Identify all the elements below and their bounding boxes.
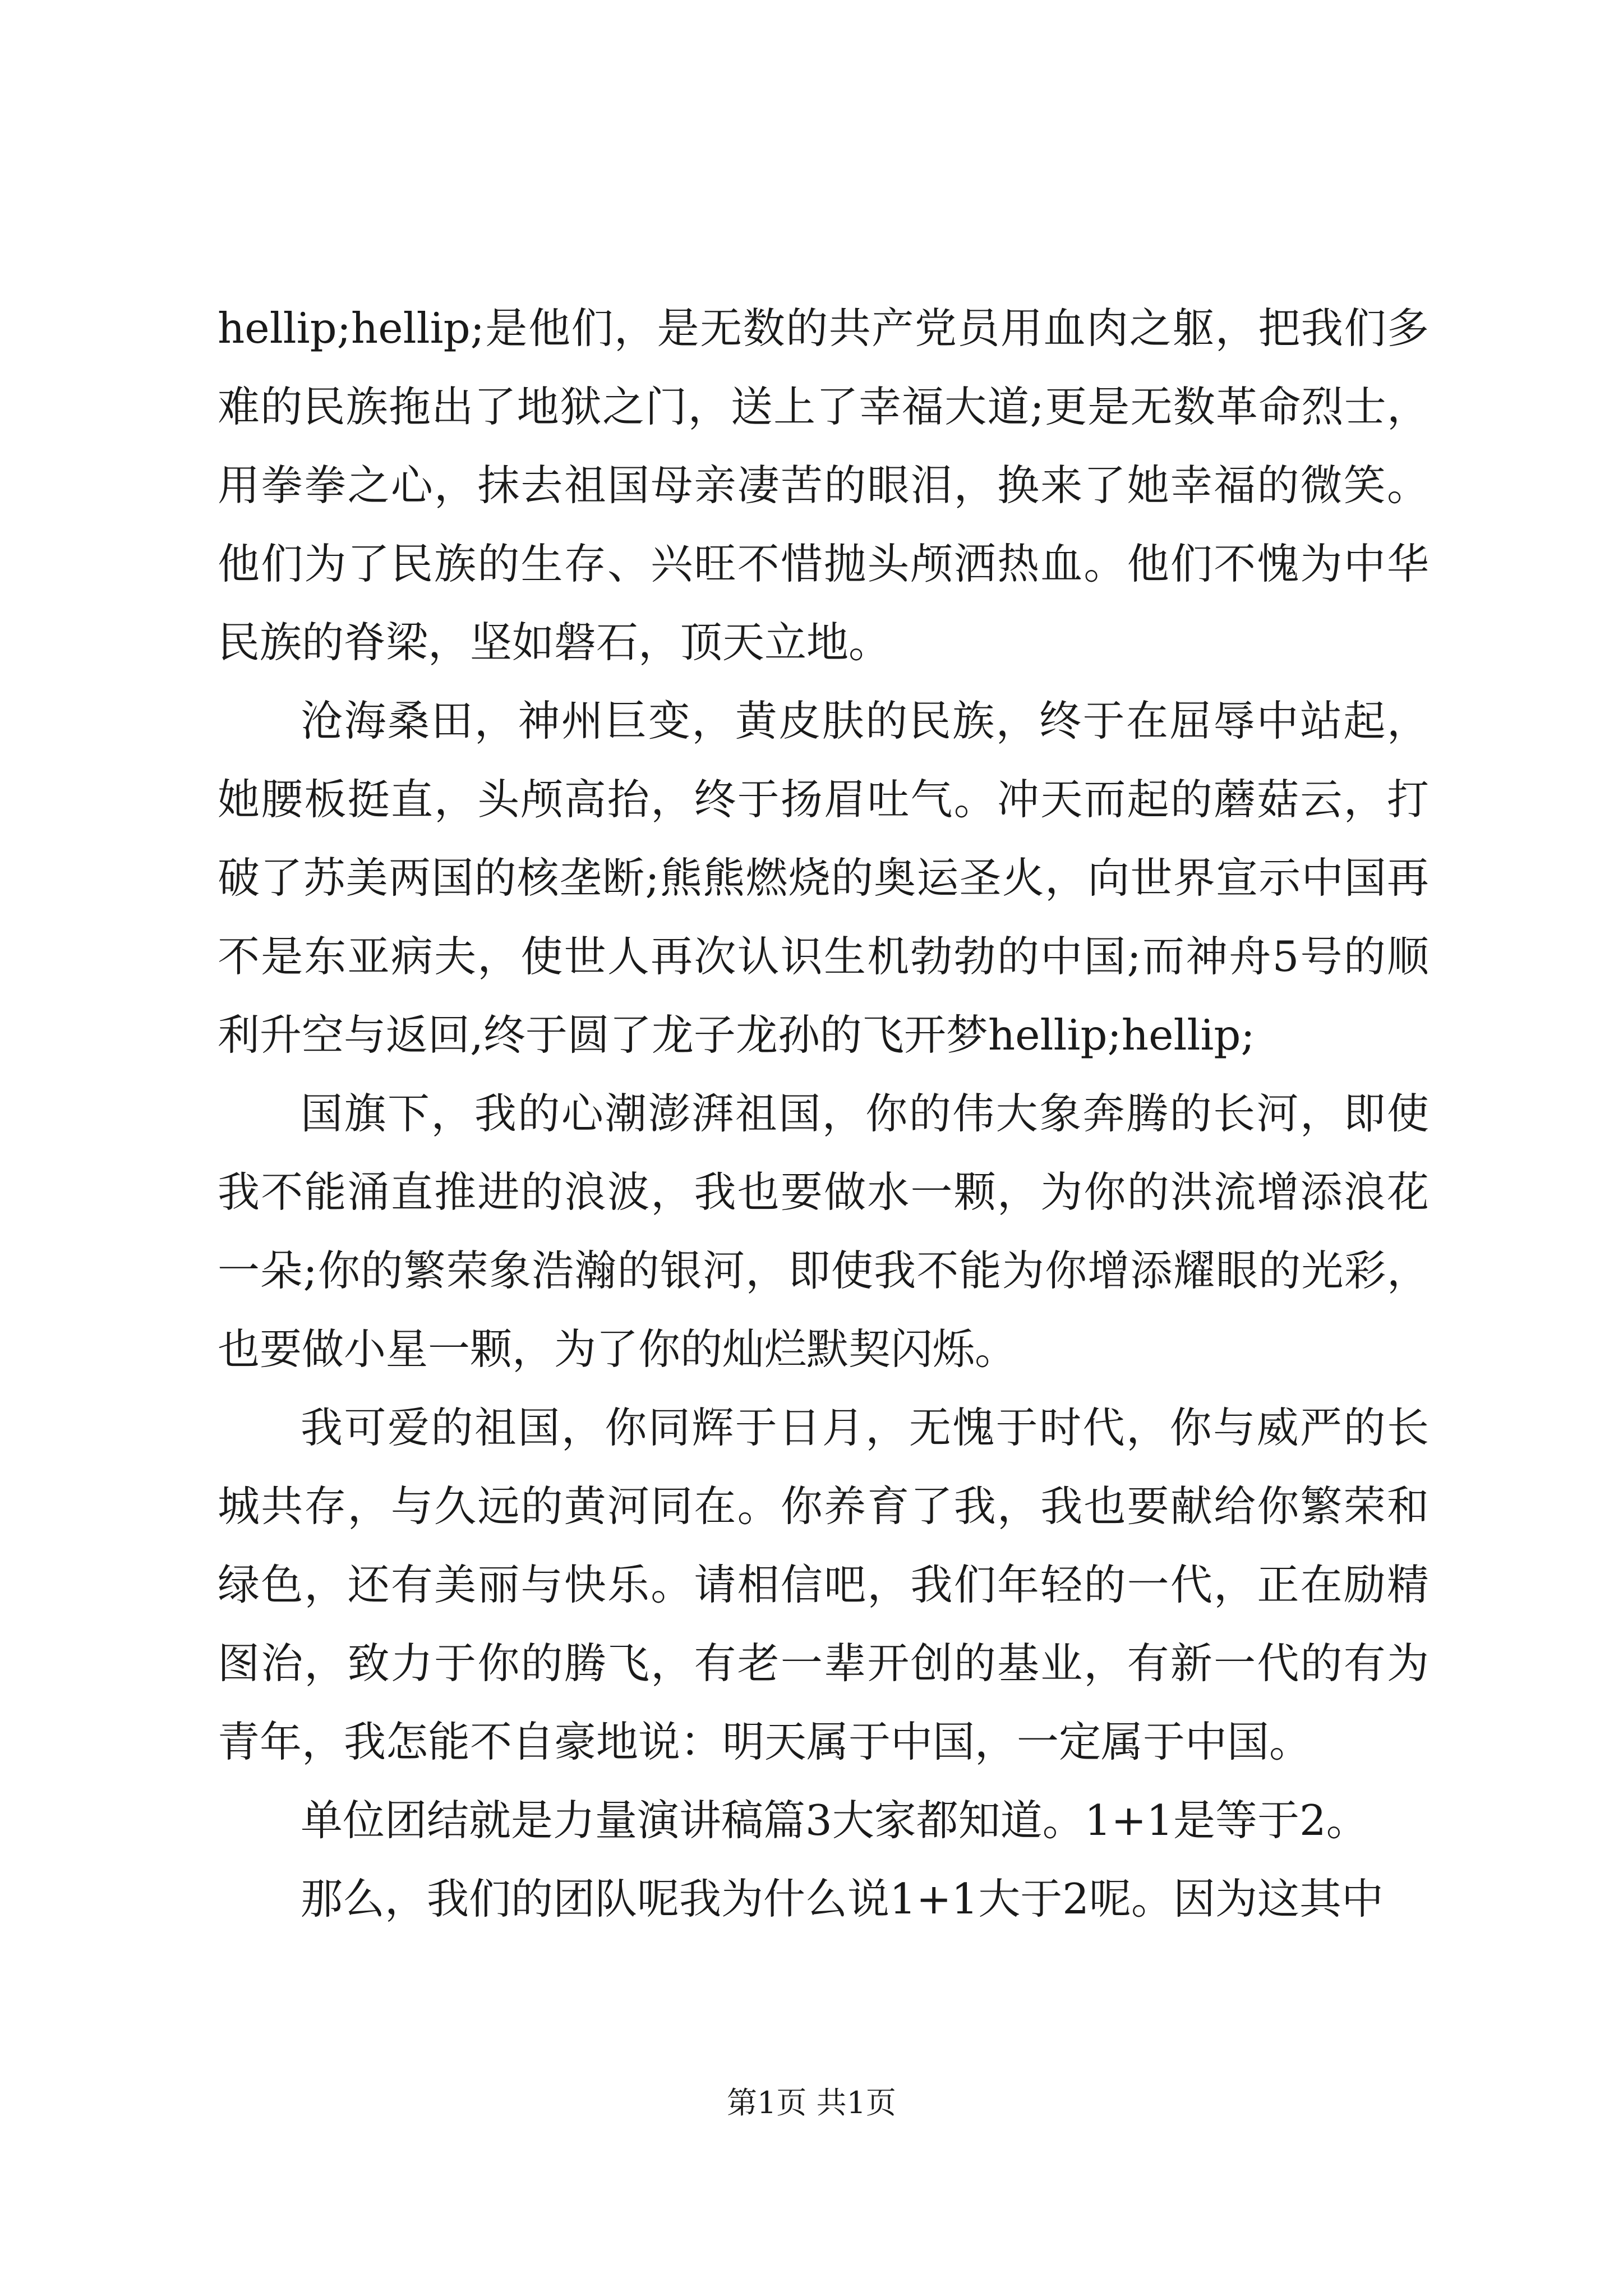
paragraph: 国旗下，我的心潮澎湃祖国，你的伟大象奔腾的长河，即使我不能涌直推进的浪波，我也要做水一颗，为你的洪流增添浪花一朵;你的繁荣象浩瀚的银河，即使我不能为你增添耀眼的光彩，也要做小星一颗，为了你的灿烂默契闪烁。 — [218, 1089, 1429, 1374]
paragraph: 那么，我们的团队呢我为什么说1+1大于2呢。因为这其中 — [301, 1874, 1384, 1924]
page-footer: 第1页 共1页 — [727, 2085, 896, 2120]
paragraph: 单位团结就是力量演讲稿篇3大家都知道。1+1是等于2。 — [301, 1796, 1368, 1845]
document-body — [218, 289, 1429, 1938]
paragraph: 我可爱的祖国，你同辉于日月，无愧于时代，你与威严的长城共存，与久远的黄河同在。你养育了我，我也要献给你繁荣和绿色，还有美丽与快乐。请相信吧，我们年轻的一代，正在励精图治，致力于你的腾飞，有老一辈开创的基业，有新一代的有为青年，我怎能不自豪地说：明天属于中国，一定属于中国。 — [218, 1403, 1429, 1766]
paragraph: hellip;hellip;是他们，是无数的共产党员用血肉之躯，把我们多难的民族拖出了地狱之门，送上了幸福大道;更是无数革命烈士，用拳拳之心，抹去祖国母亲凄苦的眼泪，换来了她幸福的微笑。他们为了民族的生存、兴旺不惜抛头颅洒热血。他们不愧为中华民族的脊梁，坚如磐石，顶天立地。 — [218, 303, 1429, 667]
paragraph: 沧海桑田，神州巨变，黄皮肤的民族，终于在屈辱中站起，她腰板挺直，头颅高抬，终于扬眉吐气。冲天而起的蘑菇云，打破了苏美两国的核垄断;熊熊燃烧的奥运圣火，向世界宣示中国再不是东亚病夫，使世人再次认识生机勃勃的中国;而神舟5号的顺利升空与返回,终于圆了龙子龙孙的飞开梦hellip;hellip; — [218, 696, 1429, 1060]
